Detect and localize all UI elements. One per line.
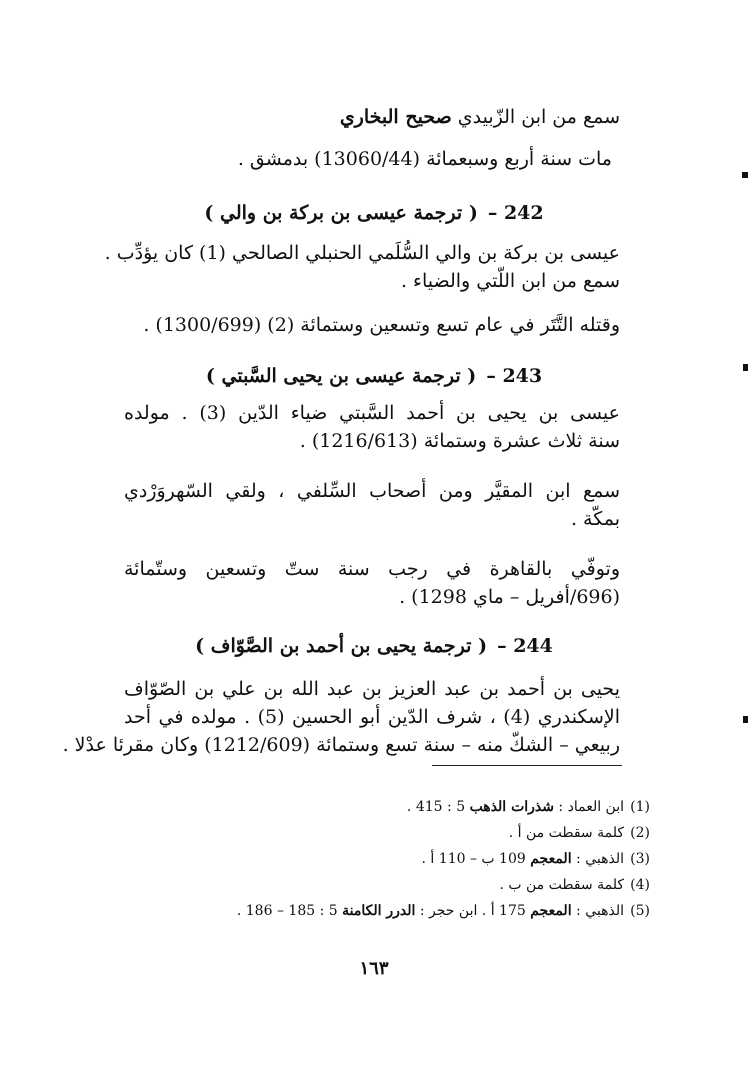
text-line: عيسى بن يحيى بن أحمد السَّبتي ضياء الدّين (3) . مولده	[124, 402, 620, 424]
text-line: سمع من ابن اللّتي والضياء .	[400, 270, 620, 292]
text-line: وتوفّي بالقاهرة في رجب سنة ستّ وتسعين وستّمائة	[124, 558, 620, 580]
footnote-source-title: المعجم	[530, 851, 572, 867]
footnote	[124, 900, 650, 922]
footnote-text: كلمة سقطت من ب .	[499, 877, 624, 893]
entry-heading	[124, 632, 624, 660]
text-line: ربيعي – الشكّ منه – سنة تسع وستمائة (1212/609) وكان مقرئا عدْلا .	[62, 734, 620, 756]
text-line: وقتله التَّتَر في عام تسع وتسعين وستمائة (2) (1300/699) .	[143, 314, 620, 336]
footnote-source-title: الدرر الكامنة	[342, 903, 416, 919]
entry-title: ( ترجمة عيسى بن يحيى السَّبتي )	[205, 365, 477, 387]
footnote-source-title: شذرات الذهب	[469, 799, 554, 815]
footnote-text: كلمة سقطت من أ .	[508, 825, 624, 841]
text-line: سنة ثلاث عشرة وستمائة (1216/613) .	[299, 430, 620, 452]
scan-mark	[742, 172, 748, 178]
footnote-text: الذهبي :	[571, 851, 624, 867]
footnote	[124, 848, 650, 870]
text-line: يحيى بن أحمد بن عبد العزيز بن عبد الله بن علي بن الصّوّاف	[124, 678, 620, 700]
book-title: صحيح البخاري	[339, 106, 452, 128]
text-line: عيسى بن بركة بن والي السُّلَمي الحنبلي الصالحي (1) كان يؤدِّب .	[104, 242, 620, 264]
footnote-text: 109 ب – 110 أ .	[421, 851, 531, 867]
footnote-text: ابن العماد :	[553, 799, 624, 815]
text-line: مات سنة أربع وسبعمائة (13060/44) بدمشق .	[237, 148, 612, 170]
entry-title: ( ترجمة عيسى بن بركة بن والي )	[204, 202, 478, 224]
entry-number: 242 –	[487, 202, 544, 224]
footnote-mark: (5)	[630, 903, 650, 919]
text-line	[124, 104, 620, 130]
footnote-mark: (4)	[630, 877, 650, 893]
footnote-mark: (3)	[630, 851, 650, 867]
text-plain: سمع من ابن الزّبيدي	[451, 106, 620, 128]
footnote	[124, 874, 650, 896]
scan-mark	[743, 716, 748, 723]
footnote	[124, 822, 650, 844]
footnote-mark: (1)	[630, 799, 650, 815]
footnote-mark: (2)	[630, 825, 650, 841]
footnote-text: 175 أ . ابن حجر :	[415, 903, 531, 919]
text-line: سمع ابن المقيَّر ومن أصحاب السِّلفي ، ولقي السّهروَرْدي	[124, 480, 620, 502]
entry-heading	[124, 362, 624, 390]
scan-mark	[743, 364, 748, 371]
text-line: (696/أفريل – ماي 1298) .	[399, 586, 620, 608]
entry-heading	[124, 199, 624, 227]
footnote	[124, 796, 650, 818]
entry-number: 243 –	[486, 365, 543, 387]
text-line: بمكّة .	[570, 508, 620, 530]
footnote-text: 5 : 415 .	[406, 799, 470, 815]
entry-title: ( ترجمة يحيى بن أحمد بن الصَّوّاف )	[195, 635, 488, 657]
text-line: الإسكندري (4) ، شرف الدّين أبو الحسين (5) . مولده في أحد	[124, 706, 620, 728]
page-number: ١٦٣	[359, 958, 389, 979]
footnote-text: الذهبي :	[571, 903, 624, 919]
footnote-source-title: المعجم	[530, 903, 572, 919]
footnote-text: 5 : 185 – 186 .	[236, 903, 343, 919]
entry-number: 244 –	[497, 635, 553, 657]
footnote-divider	[432, 765, 622, 766]
